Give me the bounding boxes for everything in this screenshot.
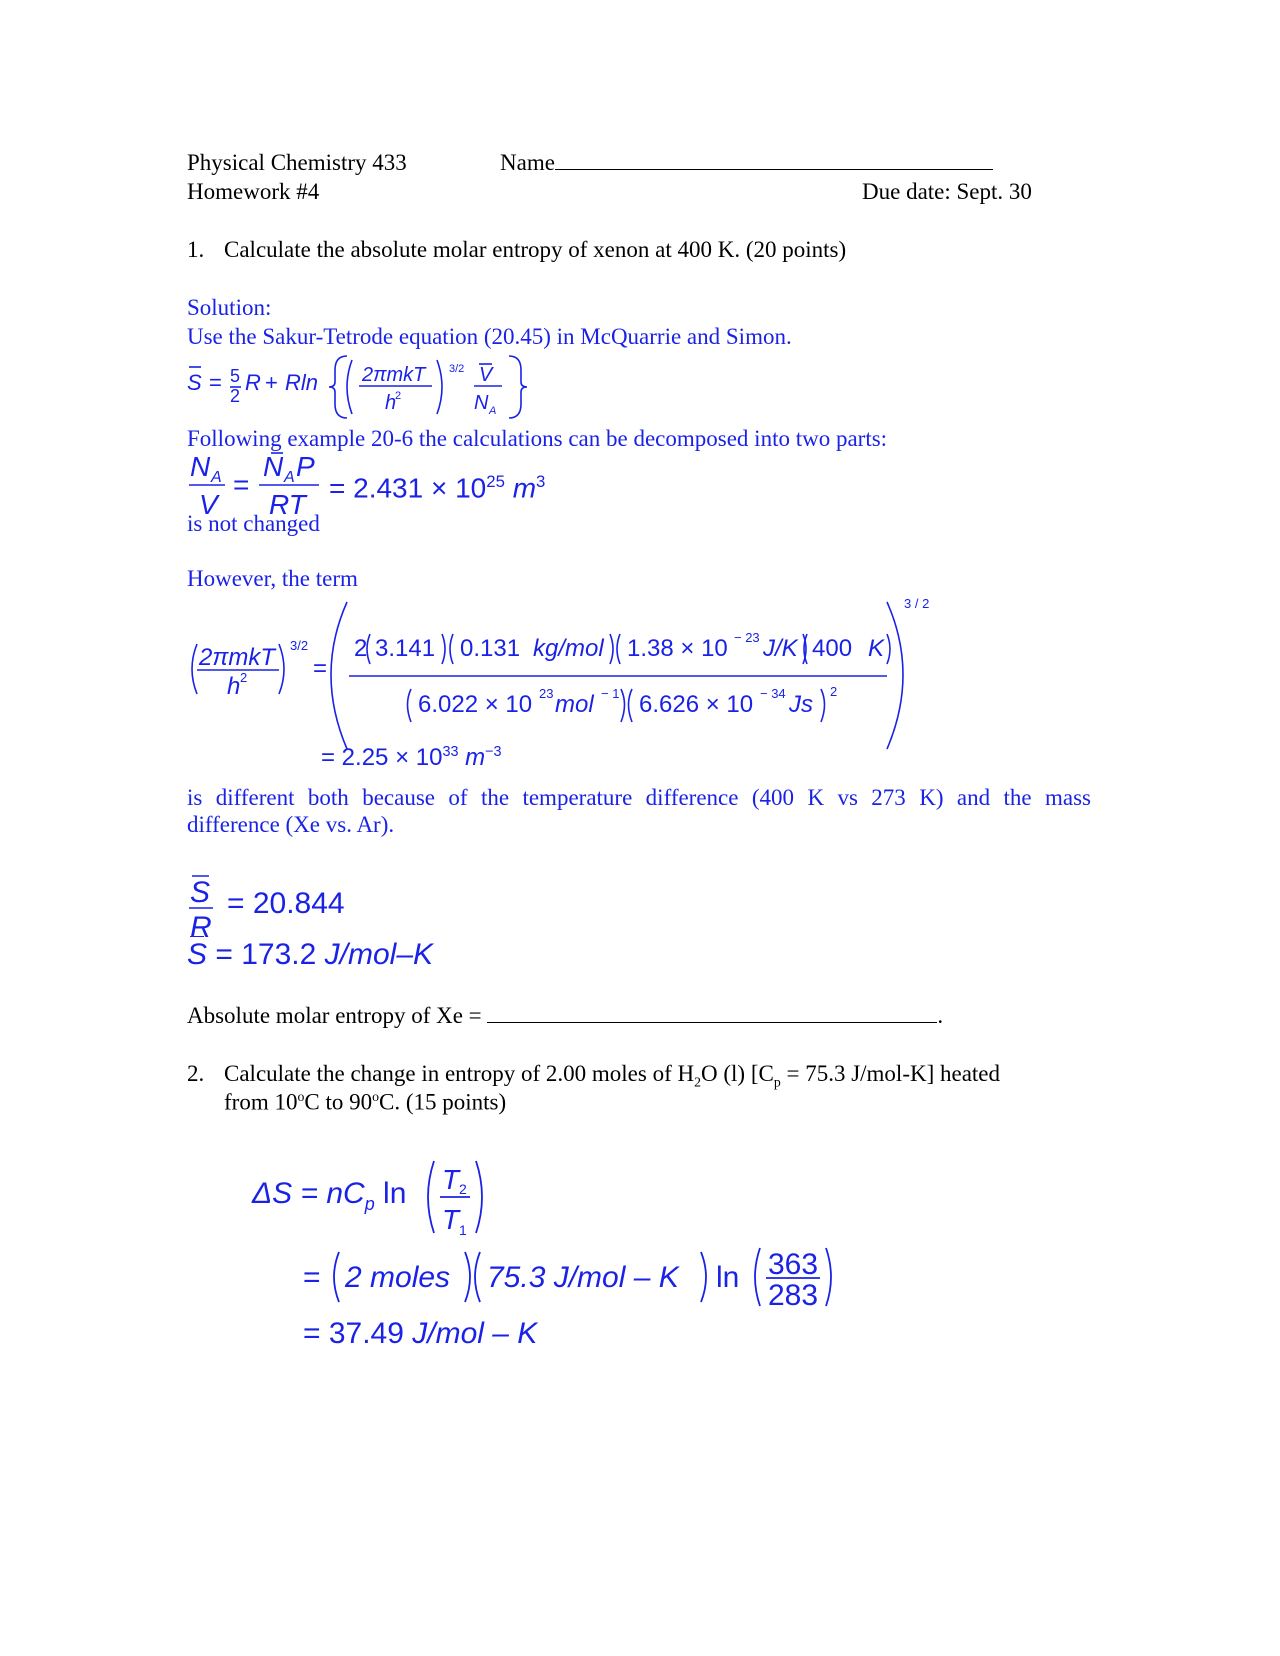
following-line: Following example 20-6 the calculations can be decomposed into two parts:	[187, 426, 888, 451]
however-text: However, the term	[187, 566, 358, 591]
question-2-line-2	[224, 1089, 506, 1116]
delta-s-cp-sub: p	[364, 1194, 375, 1214]
svg-text:+: +	[265, 370, 278, 395]
svg-text:RT: RT	[269, 489, 306, 520]
svg-text:=: =	[313, 655, 328, 682]
svg-text:363: 363	[768, 1248, 819, 1281]
term-result-value: = 2.25 × 10	[321, 744, 443, 771]
svg-text:− 1: − 1	[601, 686, 620, 701]
solution-label: Solution:	[187, 295, 272, 320]
t2-over-t1-svg	[420, 1155, 490, 1240]
svg-text:6.626 × 10: 6.626 × 10	[639, 691, 754, 718]
delta-s-result-value: = 37.49	[303, 1317, 404, 1350]
term-result-unit-exp: −3	[485, 744, 502, 760]
name-field[interactable]	[500, 150, 993, 176]
svg-text:=: =	[303, 1261, 321, 1294]
question-1-text: Calculate the absolute molar entropy of xenon at 400 K. (20 points)	[224, 237, 847, 262]
svg-text:− 34: − 34	[760, 686, 786, 701]
svg-text:3 / 2: 3 / 2	[904, 596, 930, 611]
svg-text:A: A	[489, 405, 497, 417]
answer-label: Absolute molar entropy of Xe =	[187, 1003, 482, 1028]
sakur-tetrode-equation	[187, 352, 547, 422]
svg-text:h: h	[227, 673, 241, 700]
q2-text-c: = 75.3 J/mol-K] heated	[780, 1061, 1001, 1086]
svg-text:23: 23	[539, 686, 554, 701]
q2-text-a: Calculate the change in entropy of 2.00 moles of H	[224, 1061, 695, 1086]
sakur-tetrode-svg	[187, 352, 547, 422]
svg-text:R: R	[190, 911, 212, 940]
svg-text:T: T	[442, 1164, 460, 1195]
svg-text:N: N	[190, 451, 211, 482]
svg-text:2: 2	[354, 635, 368, 662]
na-over-v-equation	[187, 450, 567, 520]
svg-text:S: S	[187, 370, 202, 395]
question-1-number: 1.	[187, 237, 205, 262]
difference-line-2: difference (Xe vs. Ar).	[187, 812, 395, 837]
difference-line-1: is different both because of the temperature difference (400 K vs 273 K) and the mass	[187, 785, 1091, 810]
svg-text:A: A	[284, 469, 295, 486]
svg-text:2: 2	[830, 684, 838, 699]
svg-text:kg/mol: kg/mol	[533, 635, 604, 662]
svg-text:=: =	[209, 370, 222, 395]
homework-number: Homework #4	[187, 179, 320, 204]
q2-line2-a: from 10	[224, 1089, 298, 1115]
na-result	[329, 472, 545, 504]
svg-text:2: 2	[240, 670, 248, 685]
svg-text:400: 400	[812, 635, 853, 662]
svg-text:mol: mol	[555, 691, 594, 718]
svg-text:T: T	[442, 1204, 460, 1235]
term-result-unit: m	[465, 744, 486, 771]
s-value-equation	[187, 938, 433, 972]
name-label: Name	[500, 150, 555, 175]
svg-text:=: =	[233, 469, 250, 500]
svg-text:V: V	[199, 489, 218, 520]
term-equation-svg	[187, 594, 947, 764]
svg-text:1: 1	[459, 1222, 467, 1238]
s-over-r-equation	[187, 870, 387, 940]
svg-text:Rln: Rln	[285, 370, 319, 395]
svg-text:R: R	[245, 370, 261, 395]
course-title: Physical Chemistry 433	[187, 150, 407, 175]
svg-text:S: S	[190, 876, 211, 909]
svg-text:2πmkT: 2πmkT	[362, 364, 426, 386]
delta-s-result	[303, 1317, 537, 1351]
svg-text:N: N	[474, 392, 489, 414]
svg-text:1.38 × 10: 1.38 × 10	[627, 635, 728, 662]
na-result-unit: m	[512, 472, 537, 504]
question-2-number: 2.	[187, 1061, 205, 1086]
delta-s-equation-2	[303, 1240, 863, 1310]
svg-text:N: N	[263, 451, 284, 482]
s-unit: J/mol–K	[324, 938, 434, 971]
delta-s-lhs-text: ΔS = nC	[252, 1177, 365, 1210]
delta-s-eq2-svg	[303, 1240, 863, 1310]
q2-h2o-sub: 2	[694, 1074, 701, 1090]
delta-s-result-unit: J/mol – K	[412, 1317, 538, 1350]
svg-text:P: P	[296, 451, 315, 482]
s-value: = 173.2	[215, 938, 317, 971]
q2-line2-c: C. (15 points)	[379, 1089, 507, 1115]
svg-text:− 23: − 23	[734, 630, 760, 645]
na-result-value: = 2.431 × 10	[329, 472, 487, 504]
question-2-line-1	[224, 1061, 1000, 1091]
not-changed-text: is not changed	[187, 511, 320, 536]
q2-degree-1: o	[297, 1089, 305, 1104]
svg-text:5: 5	[230, 366, 241, 386]
svg-text:K: K	[868, 635, 885, 662]
sakur-tetrode-line: Use the Sakur-Tetrode equation (20.45) in McQuarrie and Simon.	[187, 324, 792, 349]
svg-text:2: 2	[395, 390, 402, 402]
svg-text:2: 2	[230, 386, 241, 406]
term-equation	[187, 594, 947, 764]
svg-text:A: A	[211, 469, 222, 486]
delta-s-equation-1	[252, 1155, 552, 1240]
svg-text:2: 2	[459, 1181, 467, 1197]
svg-text:V: V	[479, 364, 493, 386]
svg-text:h: h	[385, 392, 397, 414]
svg-text:ln: ln	[716, 1261, 740, 1294]
svg-text:3/2: 3/2	[449, 363, 465, 375]
term-result	[321, 744, 502, 772]
s-bar-symbol: S	[187, 938, 208, 971]
q2-text-b: O (l) [C	[701, 1061, 774, 1086]
delta-s-ln: ln	[383, 1177, 407, 1210]
q2-line2-b: C to 90	[304, 1089, 373, 1115]
s-over-r-value: = 20.844	[227, 887, 345, 920]
svg-text:2 moles: 2 moles	[345, 1261, 451, 1294]
svg-text:283: 283	[768, 1279, 819, 1310]
svg-text:Js: Js	[789, 691, 813, 718]
answer-end-period: .	[937, 1003, 944, 1028]
svg-text:3/2: 3/2	[290, 638, 309, 653]
svg-text:6.022 × 10: 6.022 × 10	[418, 691, 533, 718]
answer-blank	[487, 1004, 937, 1023]
svg-text:75.3 J/mol – K: 75.3 J/mol – K	[487, 1261, 679, 1294]
term-result-exp: 33	[442, 744, 459, 760]
svg-text:2πmkT: 2πmkT	[199, 644, 276, 671]
q2-cp-sub: p	[773, 1074, 781, 1090]
due-date: Due date: Sept. 30	[862, 179, 1032, 204]
answer-line[interactable]	[187, 1003, 943, 1029]
delta-s-lhs	[252, 1177, 406, 1215]
svg-text:3.141: 3.141	[375, 635, 436, 662]
svg-text:J/K: J/K	[763, 635, 798, 662]
na-result-unit-exp: 3	[536, 472, 546, 491]
svg-text:0.131: 0.131	[460, 635, 521, 662]
na-result-exp: 25	[486, 472, 505, 491]
q2-degree-2: o	[372, 1089, 380, 1104]
name-blank	[555, 151, 993, 170]
s-over-r-svg	[187, 870, 227, 940]
